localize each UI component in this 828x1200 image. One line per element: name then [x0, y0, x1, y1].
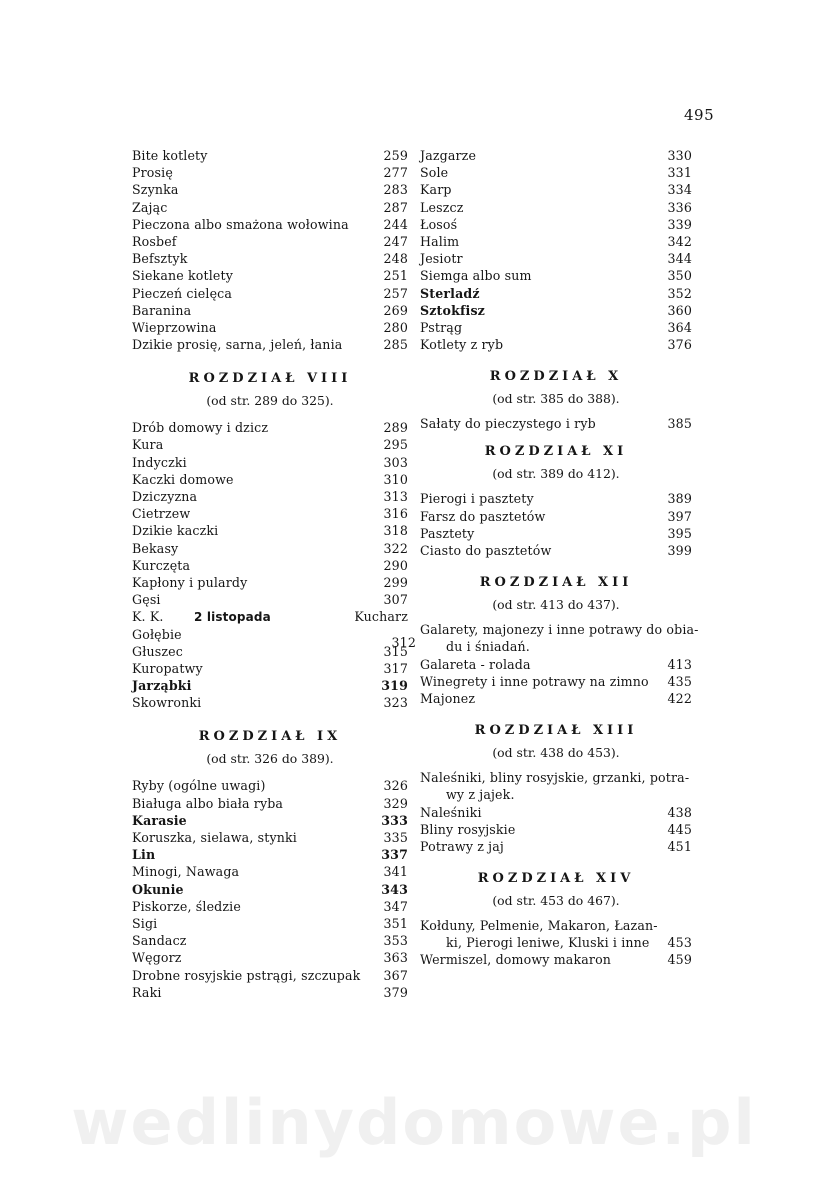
toc-entry: [132, 677, 408, 694]
toc-entry: [420, 415, 692, 432]
entry-page: 317: [383, 660, 408, 676]
entry-page: 299: [383, 574, 408, 590]
entry-page: 339: [667, 216, 692, 232]
entry-page: 318: [383, 523, 408, 539]
entry-title: Sałaty do pieczystego i ryb: [420, 416, 596, 432]
toc-entry: [132, 471, 408, 488]
entry-title: Białuga albo biała ryba: [132, 795, 284, 811]
toc-list: [132, 777, 408, 1000]
toc-entry: [420, 934, 692, 951]
entry-page: 248: [383, 251, 408, 267]
toc-list: [132, 147, 408, 353]
toc-entry: [420, 673, 692, 690]
entry-title: Szynka: [132, 182, 179, 198]
entry-page: 352: [667, 285, 692, 301]
entry-title: Dzikie prosię, sarna, jeleń, łania: [132, 337, 343, 353]
toc-entry: [420, 199, 692, 216]
toc-entry: [132, 898, 408, 915]
entry-title: Węgorz: [132, 950, 182, 966]
entry-title: Kura: [132, 437, 164, 453]
entry-page: 280: [383, 319, 408, 335]
entry-title: Drób domowy i dzicz: [132, 420, 269, 436]
toc-entry: [132, 199, 408, 216]
entry-page: 269: [383, 302, 408, 318]
chapter-heading: ROZDZIAŁ X: [489, 369, 623, 385]
toc-list: [132, 419, 416, 711]
toc-entry: [420, 525, 692, 542]
entry-page: 364: [667, 319, 692, 335]
toc-entry: [420, 250, 692, 267]
entry-title: Bite kotlety: [132, 148, 208, 163]
toc-entry: [420, 508, 692, 525]
entry-page: 316: [383, 506, 408, 522]
entry-title: Ciasto do pasztetów: [420, 543, 552, 558]
entry-title: Jazgarze: [420, 148, 477, 163]
entry-title: Bliny rosyjskie: [420, 821, 516, 837]
toc-entry: [420, 656, 692, 673]
entry-title: Galareta - rolada: [420, 656, 531, 672]
entry-title: Karasie: [132, 812, 187, 828]
toc-entry: [132, 557, 408, 574]
right-column: [420, 147, 699, 969]
entry-title: Lin: [132, 847, 156, 863]
entry-title: Leszcz: [420, 199, 464, 215]
entry-title: Kapłony i pulardy: [132, 574, 248, 590]
toc-entry: [420, 147, 692, 164]
entry-page: 295: [383, 437, 408, 453]
entry-title: Zając: [132, 199, 168, 215]
toc-entry: [420, 233, 692, 250]
entry-page: 290: [383, 557, 408, 573]
entry-page: 389: [667, 491, 692, 507]
entry-page: 438: [667, 804, 692, 820]
toc-entry: [132, 302, 408, 319]
chapter-range: (od str. 389 do 412).: [492, 466, 620, 482]
entry-title: Naleśniki: [420, 804, 482, 820]
toc-entry: [132, 319, 408, 336]
entry-page: 312: [391, 634, 416, 650]
entry-title: Sole: [420, 165, 449, 181]
toc-entry: [420, 542, 692, 559]
toc-entry-intro-cont: [420, 638, 692, 655]
toc-entry: [132, 336, 408, 353]
entry-page: 453: [667, 935, 692, 951]
toc-entry: [420, 302, 692, 319]
entry-page: 319: [381, 678, 408, 694]
entry-title: Minogi, Nawaga: [132, 864, 240, 880]
entry-page: 351: [383, 915, 408, 931]
entry-page: 333: [381, 812, 408, 828]
toc-entry-intro-cont: [420, 786, 692, 803]
entry-title: Rosbef: [132, 233, 177, 249]
entry-title: Wermiszel, domowy makaron: [420, 952, 612, 968]
entry-title: Sztokfisz: [420, 302, 485, 318]
entry-title: Cietrzew: [132, 506, 191, 522]
toc-entry: [420, 821, 692, 838]
chapter-range: (od str. 438 do 453).: [492, 745, 620, 761]
toc-entry: [132, 164, 408, 181]
toc-entry: [132, 915, 408, 932]
entry-page: 422: [667, 690, 692, 706]
toc-entry: [420, 216, 692, 233]
entry-page: 330: [667, 148, 692, 163]
entry-page: 435: [667, 673, 692, 689]
entry-title: Pierogi i pasztety: [420, 491, 534, 507]
entry-title: Koruszka, sielawa, stynki: [132, 830, 297, 845]
entry-title: Pieczona albo smażona wołowina: [132, 216, 349, 232]
entry-page: 307: [383, 592, 408, 608]
toc-entry: [132, 419, 408, 436]
toc-entry: [420, 951, 692, 968]
chapter-heading: ROZDZIAŁ VIII: [188, 371, 352, 387]
chapter-range: (od str. 289 do 325).: [206, 393, 334, 409]
toc-list: [420, 415, 692, 432]
entry-title: Ryby (ogólne uwagi): [132, 778, 266, 794]
entry-title: Indyczki: [132, 454, 187, 470]
watermark: wedlinydomowe.pl: [71, 1086, 757, 1159]
toc-entry: [132, 216, 408, 233]
entry-page: 329: [383, 795, 408, 811]
entry-title: Kotlety z ryb: [420, 337, 504, 353]
entry-page: 283: [383, 182, 408, 198]
toc-entry: [420, 838, 692, 855]
toc-entry: [132, 846, 408, 863]
entry-title: Gołębie: [132, 626, 182, 642]
entry-title: Dzikie kaczki: [132, 523, 219, 539]
entry-page: 337: [381, 847, 408, 863]
entry-title: Drobne rosyjskie pstrągi, szczupak: [132, 967, 361, 983]
toc-entry: [132, 454, 408, 471]
entry-page: 385: [667, 416, 692, 432]
entry-title: Wieprzowina: [132, 319, 217, 335]
entry-title: ki, Pierogi leniwe, Kluski i inne: [446, 935, 650, 951]
entry-title: Głuszec: [132, 643, 183, 659]
entry-title: Siemga albo sum: [420, 268, 532, 284]
toc-entry-intro: [420, 621, 699, 638]
toc-entry: [132, 436, 408, 453]
entry-title: Prosię: [132, 165, 173, 181]
entry-page: 331: [667, 165, 692, 181]
entry-page: 395: [667, 525, 692, 541]
entry-title: Kołduny, Pelmenie, Makaron, Łazan-: [420, 918, 658, 934]
toc-entry: [420, 267, 692, 284]
toc-entry: [132, 147, 408, 164]
entry-page: 251: [383, 268, 408, 284]
entry-page: 277: [383, 165, 408, 181]
toc-entry: [132, 488, 408, 505]
toc-entry: [132, 660, 408, 677]
chapter-heading: ROZDZIAŁ XII: [479, 575, 633, 591]
entry-page: 334: [667, 182, 692, 198]
entry-title: Jarząbki: [132, 678, 192, 694]
toc-entry: [420, 181, 692, 198]
entry-title: Farsz do pasztetów: [420, 508, 546, 524]
entry-title: Majonez: [420, 690, 476, 706]
toc-entry: [132, 181, 408, 198]
toc-entry: [132, 267, 408, 284]
entry-title: Raki: [132, 984, 162, 1000]
toc-entry: [132, 250, 408, 267]
toc-entry-intro: [420, 917, 692, 934]
entry-title: Galarety, majonezy i inne potrawy do obia-: [420, 622, 699, 638]
entry-title: Kurczęta: [132, 557, 191, 573]
toc-entry: [132, 694, 408, 711]
entry-page: 344: [667, 251, 692, 267]
page-number: 495: [684, 106, 715, 124]
toc-entry: [132, 984, 408, 1001]
entry-page: 315: [383, 643, 408, 659]
toc-entry: [132, 812, 408, 829]
entry-page: 287: [383, 199, 408, 215]
toc-entry: [132, 829, 408, 846]
chapter-range: (od str. 453 do 467).: [492, 893, 620, 909]
entry-page: 247: [383, 233, 408, 249]
toc-entry: [420, 490, 692, 507]
entry-title: Sterladź: [420, 285, 480, 301]
toc-entry: [132, 863, 408, 880]
entry-page: 397: [667, 508, 692, 524]
entry-title: Dziczyzna: [132, 489, 198, 504]
entry-title: Winegrety i inne potrawy na zimno: [420, 673, 649, 689]
entry-page: 347: [383, 898, 408, 914]
toc-entry: [132, 643, 408, 660]
entry-title: Naleśniki, bliny rosyjskie, grzanki, potra-: [420, 770, 690, 786]
toc-list: [420, 147, 692, 353]
entry-page: 459: [667, 952, 692, 968]
chapter-heading: ROZDZIAŁ XIII: [474, 723, 638, 739]
entry-title: Łosoś: [420, 216, 458, 232]
entry-title: wy z jajek.: [446, 787, 515, 803]
toc-entry: [420, 285, 692, 302]
entry-title: Pstrąg: [420, 319, 463, 335]
entry-title: Siekane kotlety: [132, 268, 233, 284]
toc-entry: [132, 777, 408, 794]
toc-entry: [132, 285, 408, 302]
entry-page: 353: [383, 933, 408, 949]
chapter-heading: ROZDZIAŁ XIV: [477, 871, 635, 887]
chapter-heading: ROZDZIAŁ IX: [198, 729, 342, 745]
entry-page: 322: [383, 540, 408, 556]
toc-entry: [420, 164, 692, 181]
toc-entry: [420, 804, 692, 821]
entry-page: 289: [383, 420, 408, 436]
stamp-line: [132, 608, 408, 625]
entry-page: 451: [667, 838, 692, 854]
entry-title: Pieczeń cielęca: [132, 285, 233, 301]
entry-page: 343: [381, 881, 408, 897]
entry-page: 379: [383, 984, 408, 1000]
entry-title: Kuropatwy: [132, 660, 203, 676]
entry-title: Jesiotr: [420, 251, 463, 267]
entry-page: 244: [383, 216, 408, 232]
toc-entry: [132, 967, 408, 984]
stamp-name: Kucharz: [354, 609, 408, 625]
toc-entry-intro: [420, 769, 692, 786]
left-column: [132, 147, 416, 1001]
entry-page: 367: [383, 967, 408, 983]
chapter-range: (od str. 385 do 388).: [492, 391, 620, 407]
toc-entry: [132, 540, 408, 557]
entry-title: Befsztyk: [132, 251, 188, 267]
toc-entry: [420, 319, 692, 336]
entry-page: 336: [667, 199, 692, 215]
toc-entry: [132, 949, 408, 966]
entry-title: du i śniadań.: [446, 639, 530, 655]
toc-entry: [420, 336, 692, 353]
entry-page: 445: [667, 821, 692, 837]
chapter-heading: ROZDZIAŁ XI: [484, 444, 628, 460]
toc-entry: [132, 626, 416, 650]
toc-entry: [132, 591, 408, 608]
entry-title: Kaczki domowe: [132, 471, 234, 487]
entry-title: Okunie: [132, 881, 184, 897]
entry-title: Bekasy: [132, 540, 179, 556]
entry-page: 313: [383, 489, 408, 504]
toc-entry: [420, 690, 692, 707]
chapter-range: (od str. 413 do 437).: [492, 597, 620, 613]
entry-page: 363: [383, 950, 408, 966]
toc-entry: [132, 881, 408, 898]
entry-page: 257: [383, 285, 408, 301]
entry-title: Pasztety: [420, 525, 475, 541]
toc-entry: [132, 795, 408, 812]
entry-page: 310: [383, 471, 408, 487]
entry-title: Gęsi: [132, 592, 161, 608]
entry-page: 259: [383, 148, 408, 163]
entry-title: Halim: [420, 233, 460, 249]
entry-page: 323: [383, 695, 408, 711]
entry-page: 350: [667, 268, 692, 284]
toc-entry: [132, 522, 408, 539]
toc-list: [420, 917, 692, 969]
entry-page: 285: [383, 337, 408, 353]
toc-entry: [132, 932, 408, 949]
entry-page: 399: [667, 543, 692, 558]
entry-page: 376: [667, 337, 692, 353]
entry-title: Sigi: [132, 915, 158, 931]
entry-title: Sandacz: [132, 933, 187, 949]
toc-entry: [132, 233, 408, 250]
entry-page: 326: [383, 778, 408, 794]
entry-title: Baranina: [132, 302, 192, 318]
entry-title: Potrawy z jaj: [420, 838, 504, 854]
entry-page: 413: [667, 656, 692, 672]
toc-entry: [132, 505, 408, 522]
entry-page: 341: [383, 864, 408, 880]
toc-entry: [132, 574, 408, 591]
stamp-initials: K. K.: [132, 609, 164, 625]
entry-title: Piskorze, śledzie: [132, 898, 241, 914]
entry-title: Karp: [420, 182, 452, 198]
toc-list: [420, 769, 692, 855]
stamp-date: 2 listopada: [194, 610, 271, 625]
entry-page: 342: [667, 233, 692, 249]
entry-page: 360: [667, 302, 692, 318]
entry-page: 303: [383, 454, 408, 470]
entry-page: 335: [383, 830, 408, 845]
toc-list: [420, 490, 692, 559]
chapter-range: (od str. 326 do 389).: [206, 751, 334, 767]
entry-title: Skowronki: [132, 695, 202, 711]
toc-list: [420, 621, 699, 707]
